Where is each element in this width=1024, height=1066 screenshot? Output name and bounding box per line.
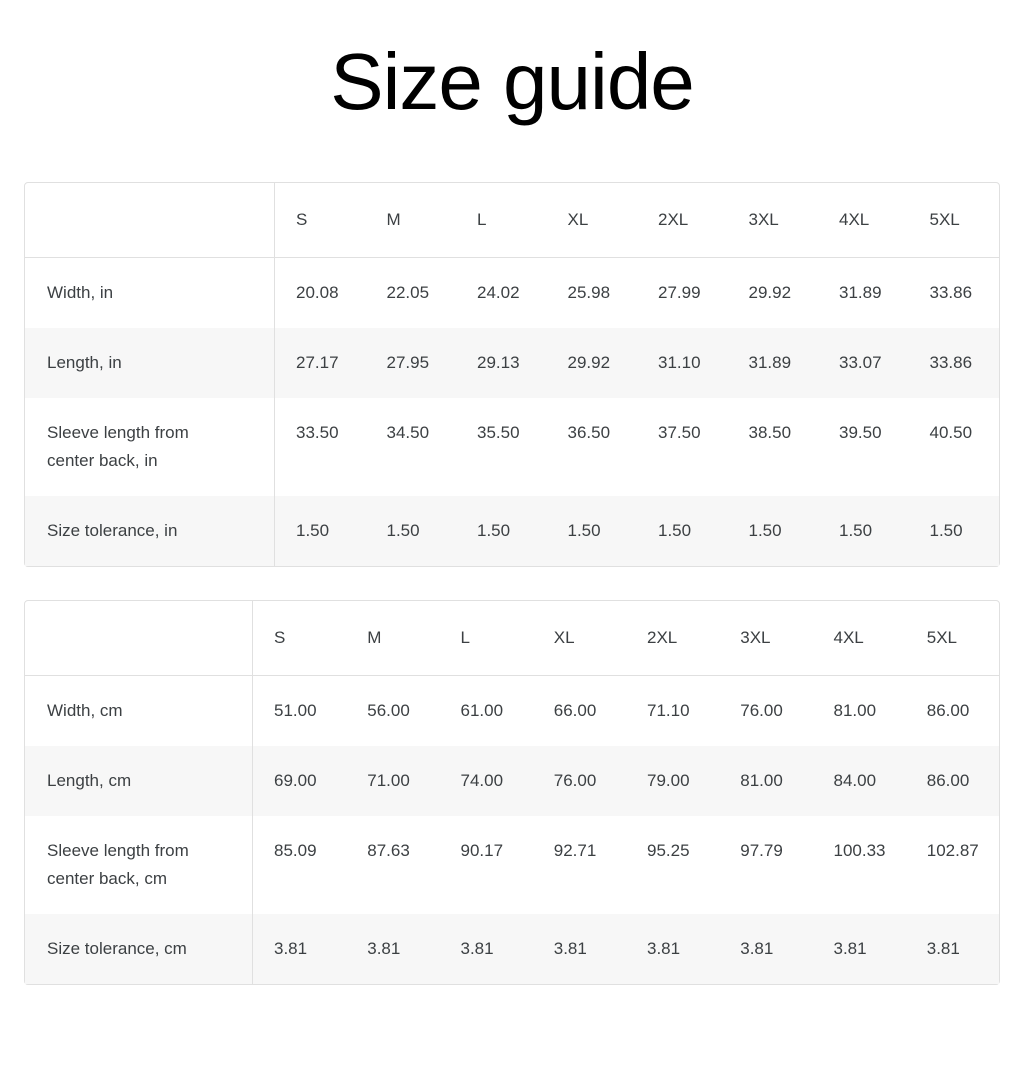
column-header-3xl: 3XL [728, 183, 819, 258]
size-value: 100.33 [833, 841, 886, 860]
size-value: 3.81 [553, 939, 587, 958]
table-body [25, 676, 999, 984]
size-value: 31.89 [748, 353, 792, 372]
size-value: 34.50 [386, 423, 430, 442]
size-value: 86.00 [926, 701, 970, 720]
row-label-text: Width, cm [47, 701, 123, 720]
size-value: 3.81 [274, 939, 308, 958]
table-body [25, 258, 999, 566]
size-value: 27.95 [386, 353, 430, 372]
table-row [25, 258, 999, 328]
column-header-l: L [440, 601, 533, 676]
header-row [25, 601, 999, 676]
size-value: 51.00 [274, 701, 317, 720]
column-header-5xl: 5XL [906, 601, 999, 676]
row-label [25, 328, 275, 398]
header-row [25, 183, 999, 258]
size-value: 1.50 [658, 521, 692, 540]
size-value: 84.00 [833, 771, 877, 790]
column-header-s: S [253, 601, 346, 676]
row-label [25, 816, 253, 914]
size-value: 81.00 [740, 771, 783, 790]
size-value: 76.00 [740, 701, 783, 720]
size-value: 33.07 [839, 353, 882, 372]
size-value: 66.00 [553, 701, 597, 720]
size-value: 3.81 [460, 939, 494, 958]
column-header-4xl: 4XL [813, 601, 906, 676]
size-value: 31.10 [658, 353, 701, 372]
size-value: 31.89 [839, 283, 882, 302]
table-row [25, 816, 999, 914]
column-header-2xl: 2XL [626, 601, 719, 676]
size-value: 86.00 [926, 771, 970, 790]
table-row [25, 328, 999, 398]
row-label [25, 258, 275, 328]
column-header-xl: XL [547, 183, 638, 258]
size-value: 29.92 [748, 283, 792, 302]
column-header-m: M [366, 183, 457, 258]
column-header-5xl: 5XL [909, 183, 1000, 258]
row-label-text: Width, in [47, 283, 114, 302]
table-row [25, 914, 999, 984]
size-value: 74.00 [460, 771, 504, 790]
size-table-centimeters [24, 600, 1000, 985]
column-header-xl: XL [533, 601, 626, 676]
size-value: 37.50 [658, 423, 701, 442]
size-value: 97.79 [740, 841, 783, 860]
size-value: 29.13 [477, 353, 520, 372]
size-value: 3.81 [926, 939, 960, 958]
size-value: 90.17 [460, 841, 504, 860]
size-value: 40.50 [929, 423, 973, 442]
size-value: 69.00 [274, 771, 317, 790]
size-value: 38.50 [748, 423, 792, 442]
size-value: 24.02 [477, 283, 520, 302]
size-value: 81.00 [833, 701, 877, 720]
size-value: 61.00 [460, 701, 504, 720]
column-header-s: S [275, 183, 366, 258]
column-header-m: M [346, 601, 439, 676]
page-title: Size guide [330, 37, 694, 126]
row-label-text: Length, in [47, 353, 122, 372]
column-header-4xl: 4XL [818, 183, 909, 258]
size-value: 22.05 [386, 283, 430, 302]
row-label [25, 914, 253, 984]
column-header-2xl: 2XL [637, 183, 728, 258]
size-value: 71.00 [367, 771, 410, 790]
size-value: 3.81 [367, 939, 401, 958]
row-label [25, 398, 275, 496]
size-value: 27.17 [296, 353, 339, 372]
size-value: 1.50 [386, 521, 420, 540]
size-value: 76.00 [553, 771, 597, 790]
size-value: 1.50 [839, 521, 873, 540]
size-value: 35.50 [477, 423, 520, 442]
column-header-l: L [456, 183, 547, 258]
size-value: 56.00 [367, 701, 410, 720]
size-value: 1.50 [567, 521, 601, 540]
table-row [25, 676, 999, 746]
size-value: 39.50 [839, 423, 882, 442]
size-value: 20.08 [296, 283, 339, 302]
table-row [25, 398, 999, 496]
table-row [25, 746, 999, 816]
size-value: 1.50 [477, 521, 511, 540]
size-value: 1.50 [296, 521, 330, 540]
row-label [25, 676, 253, 746]
size-value: 87.63 [367, 841, 410, 860]
row-label-text: Sleeve length from center back, cm [47, 841, 189, 888]
size-value: 71.10 [647, 701, 690, 720]
corner-cell [25, 601, 253, 676]
size-value: 33.50 [296, 423, 339, 442]
size-value: 85.09 [274, 841, 317, 860]
row-label-text: Size tolerance, in [47, 521, 178, 540]
size-value: 33.86 [929, 353, 973, 372]
size-value: 36.50 [567, 423, 611, 442]
size-value: 3.81 [833, 939, 867, 958]
table-row [25, 496, 999, 566]
column-header-3xl: 3XL [719, 601, 812, 676]
size-value: 3.81 [740, 939, 774, 958]
size-value: 92.71 [553, 841, 597, 860]
size-table-inches [24, 182, 1000, 567]
size-value: 102.87 [926, 841, 979, 860]
size-value: 3.81 [647, 939, 681, 958]
corner-cell [25, 183, 275, 258]
row-label [25, 496, 275, 566]
size-value: 95.25 [647, 841, 690, 860]
table-header [25, 601, 999, 676]
size-value: 1.50 [929, 521, 963, 540]
size-value: 1.50 [748, 521, 782, 540]
row-label-text: Length, cm [47, 771, 132, 790]
size-value: 29.92 [567, 353, 611, 372]
size-value: 27.99 [658, 283, 701, 302]
size-guide-page [0, 37, 1024, 985]
row-label [25, 746, 253, 816]
row-label-text: Size tolerance, cm [47, 939, 187, 958]
row-label-text: Sleeve length from center back, in [47, 423, 189, 470]
table-header [25, 183, 999, 258]
size-value: 79.00 [647, 771, 690, 790]
size-value: 33.86 [929, 283, 973, 302]
size-value: 25.98 [567, 283, 611, 302]
